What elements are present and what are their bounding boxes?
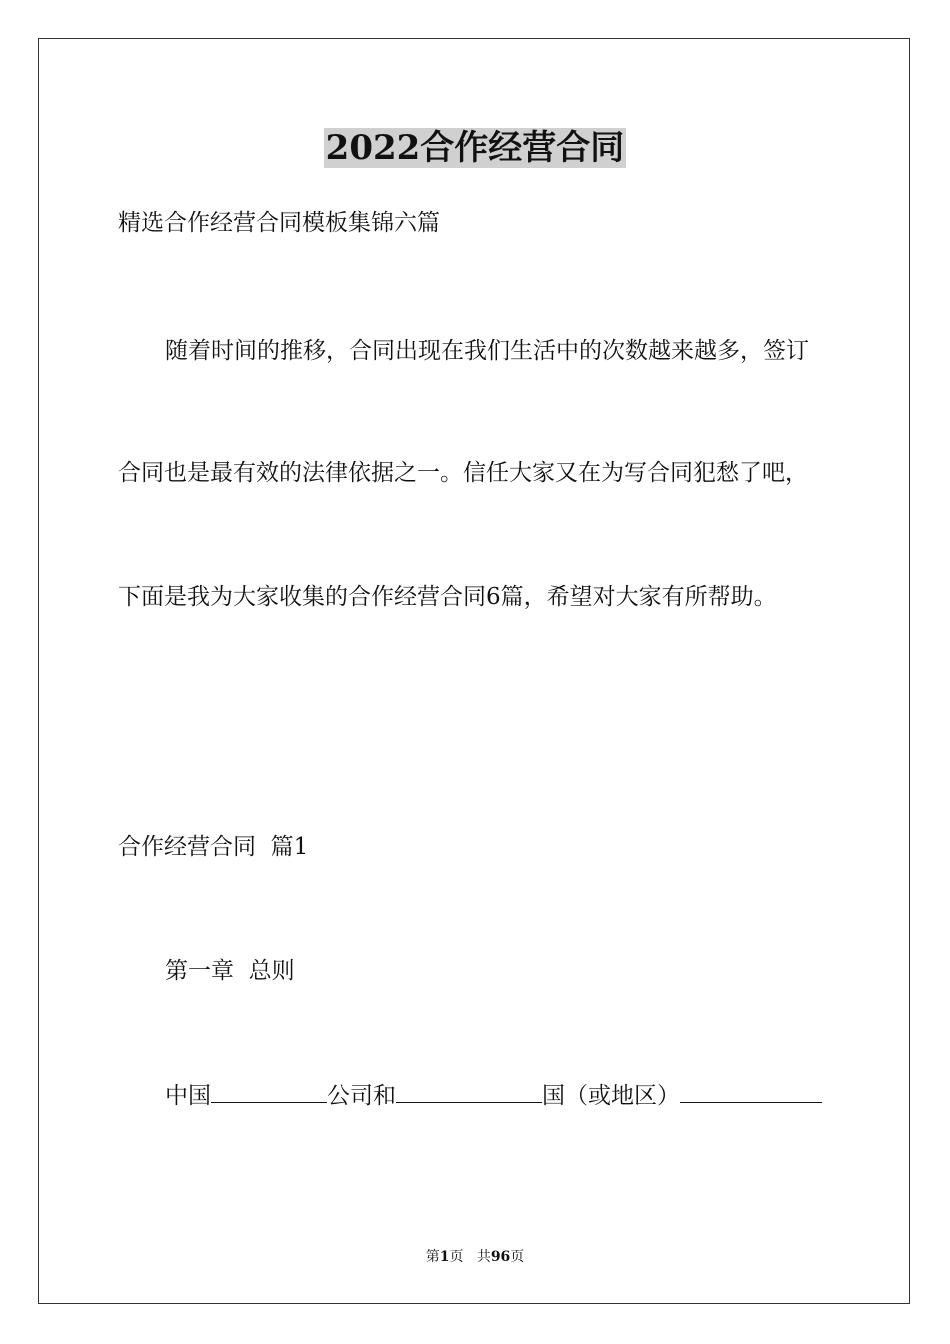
blank-field-2 [396,1080,542,1103]
footer-page-unit: 页 [449,1249,464,1265]
intro-line-2: 合同也是最有效的法律依据之一。信任大家又在为写合同犯愁了吧， [118,460,808,486]
footer-page-prefix: 第 [425,1249,440,1265]
blank-field-1 [211,1080,327,1103]
document-title-text: 2022合作经营合同 [325,128,625,168]
footer-total-pages: 96 [490,1249,511,1265]
chapter-heading: 第一章 总则 [165,958,295,984]
document-subtitle: 精选合作经营合同模板集锦六篇 [118,210,440,236]
clause-part-2: 公司和 [327,1083,396,1109]
section-heading: 合作经营合同 篇1 [118,834,309,860]
clause-part-1: 中国 [165,1083,211,1109]
intro-line-3: 下面是我为大家收集的合作经营合同6篇，希望对大家有所帮助。 [118,584,777,610]
blank-field-3 [680,1080,822,1103]
intro-line-1: 随着时间的推移，合同出现在我们生活中的次数越来越多，签订 [165,338,809,364]
clause-part-3: 国（或地区） [542,1083,680,1109]
footer-total-prefix: 共 [476,1249,491,1265]
clause-line [165,1080,822,1111]
footer-page-number: 1 [439,1249,450,1265]
document-title [0,128,950,168]
page-footer [0,1248,950,1266]
footer-total-unit: 页 [510,1249,525,1265]
